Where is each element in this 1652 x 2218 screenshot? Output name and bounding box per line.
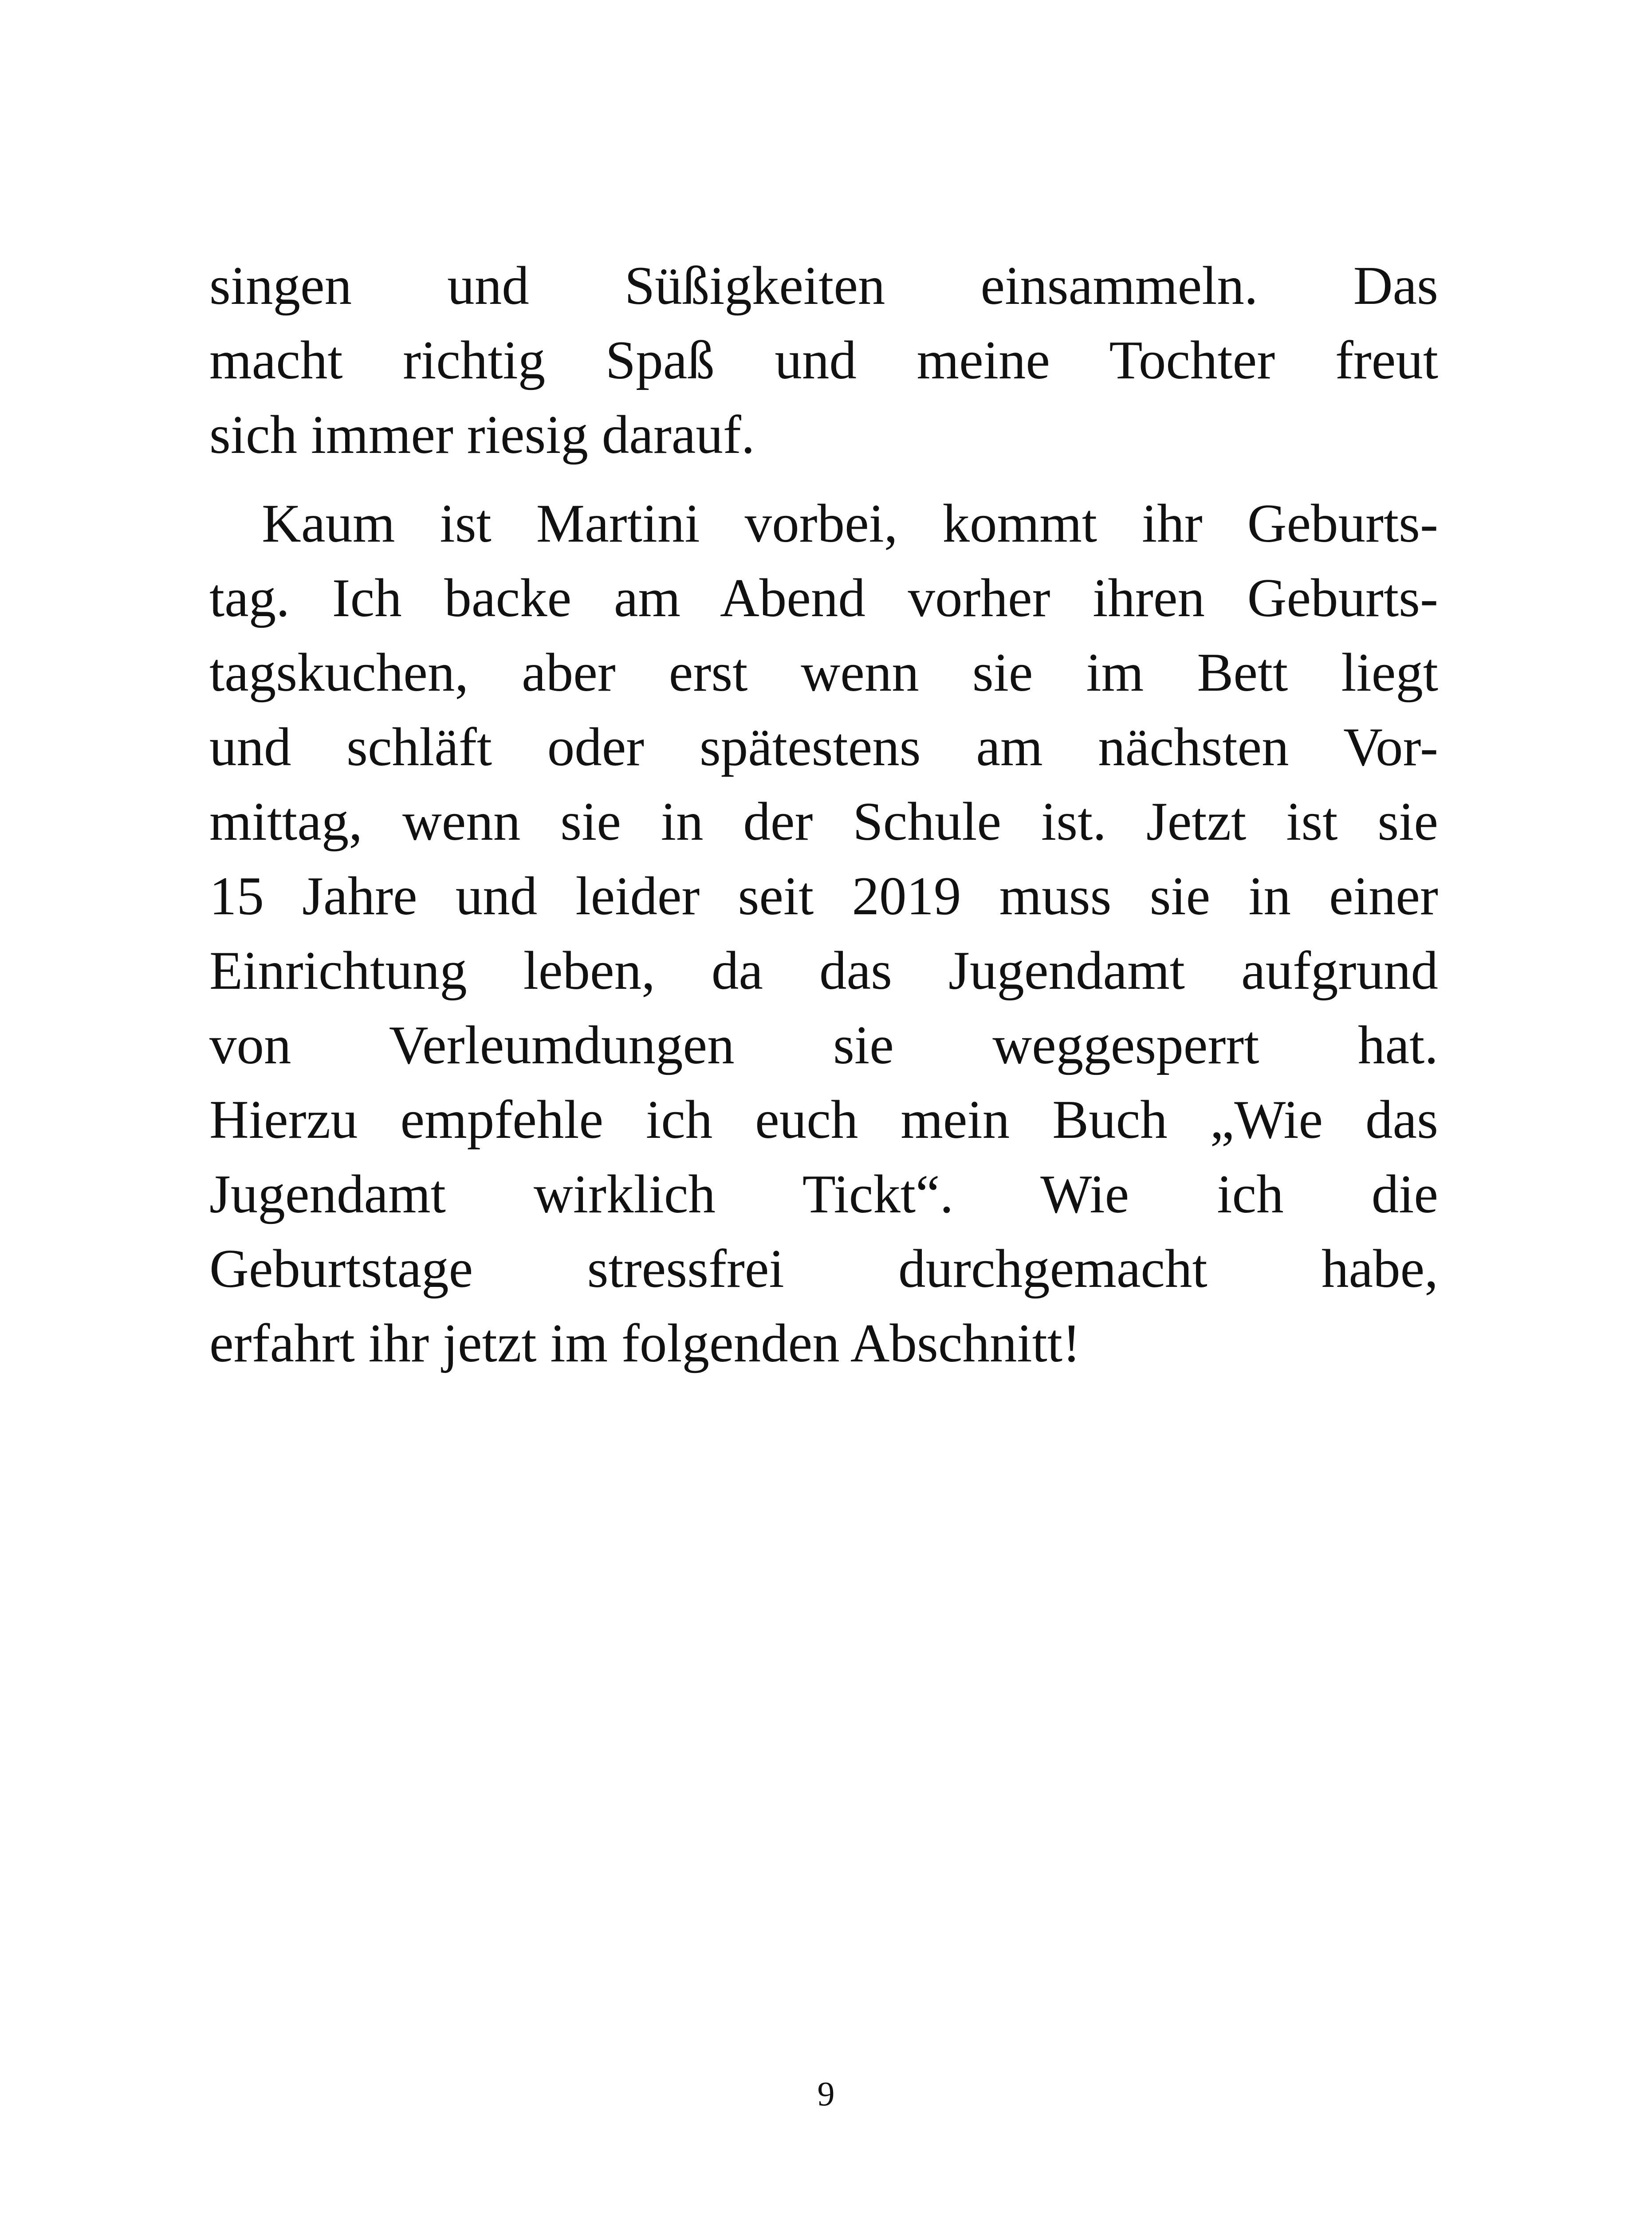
text-line: und schläft oder spätestens am nächsten Vor-	[209, 716, 1438, 777]
text-line: 15 Jahre und leider seit 2019 muss sie in einer	[209, 865, 1438, 926]
paragraph	[209, 486, 1438, 1380]
text-line: macht richtig Spaß und meine Tochter freut	[209, 330, 1438, 390]
paragraph	[209, 248, 1438, 472]
text-line: sich immer riesig darauf.	[209, 404, 755, 465]
text-line: tag. Ich backe am Abend vorher ihren Geburts-	[209, 567, 1438, 628]
page-number: 9	[817, 2074, 835, 2113]
text-line: von Verleumdungen sie weggesperrt hat.	[209, 1015, 1438, 1075]
text-line: singen und Süßigkeiten einsammeln. Das	[209, 255, 1438, 316]
text-line: Hierzu empfehle ich euch mein Buch „Wie das	[209, 1089, 1438, 1150]
text-line: Kaum ist Martini vorbei, kommt ihr Geburts-	[262, 493, 1438, 554]
text-line: Jugendamt wirklich Tickt“. Wie ich die	[209, 1164, 1438, 1224]
body-text	[209, 248, 1438, 1380]
text-line: tagskuchen, aber erst wenn sie im Bett liegt	[209, 642, 1438, 703]
text-line: mittag, wenn sie in der Schule ist. Jetzt ist sie	[209, 791, 1438, 852]
text-line: erfahrt ihr jetzt im folgenden Abschnitt!	[209, 1313, 1081, 1373]
text-line: Einrichtung leben, da das Jugendamt aufgrund	[209, 940, 1438, 1001]
paragraph-gap	[209, 472, 1438, 486]
text-line: Geburtstage stressfrei durchgemacht habe,	[209, 1238, 1438, 1299]
